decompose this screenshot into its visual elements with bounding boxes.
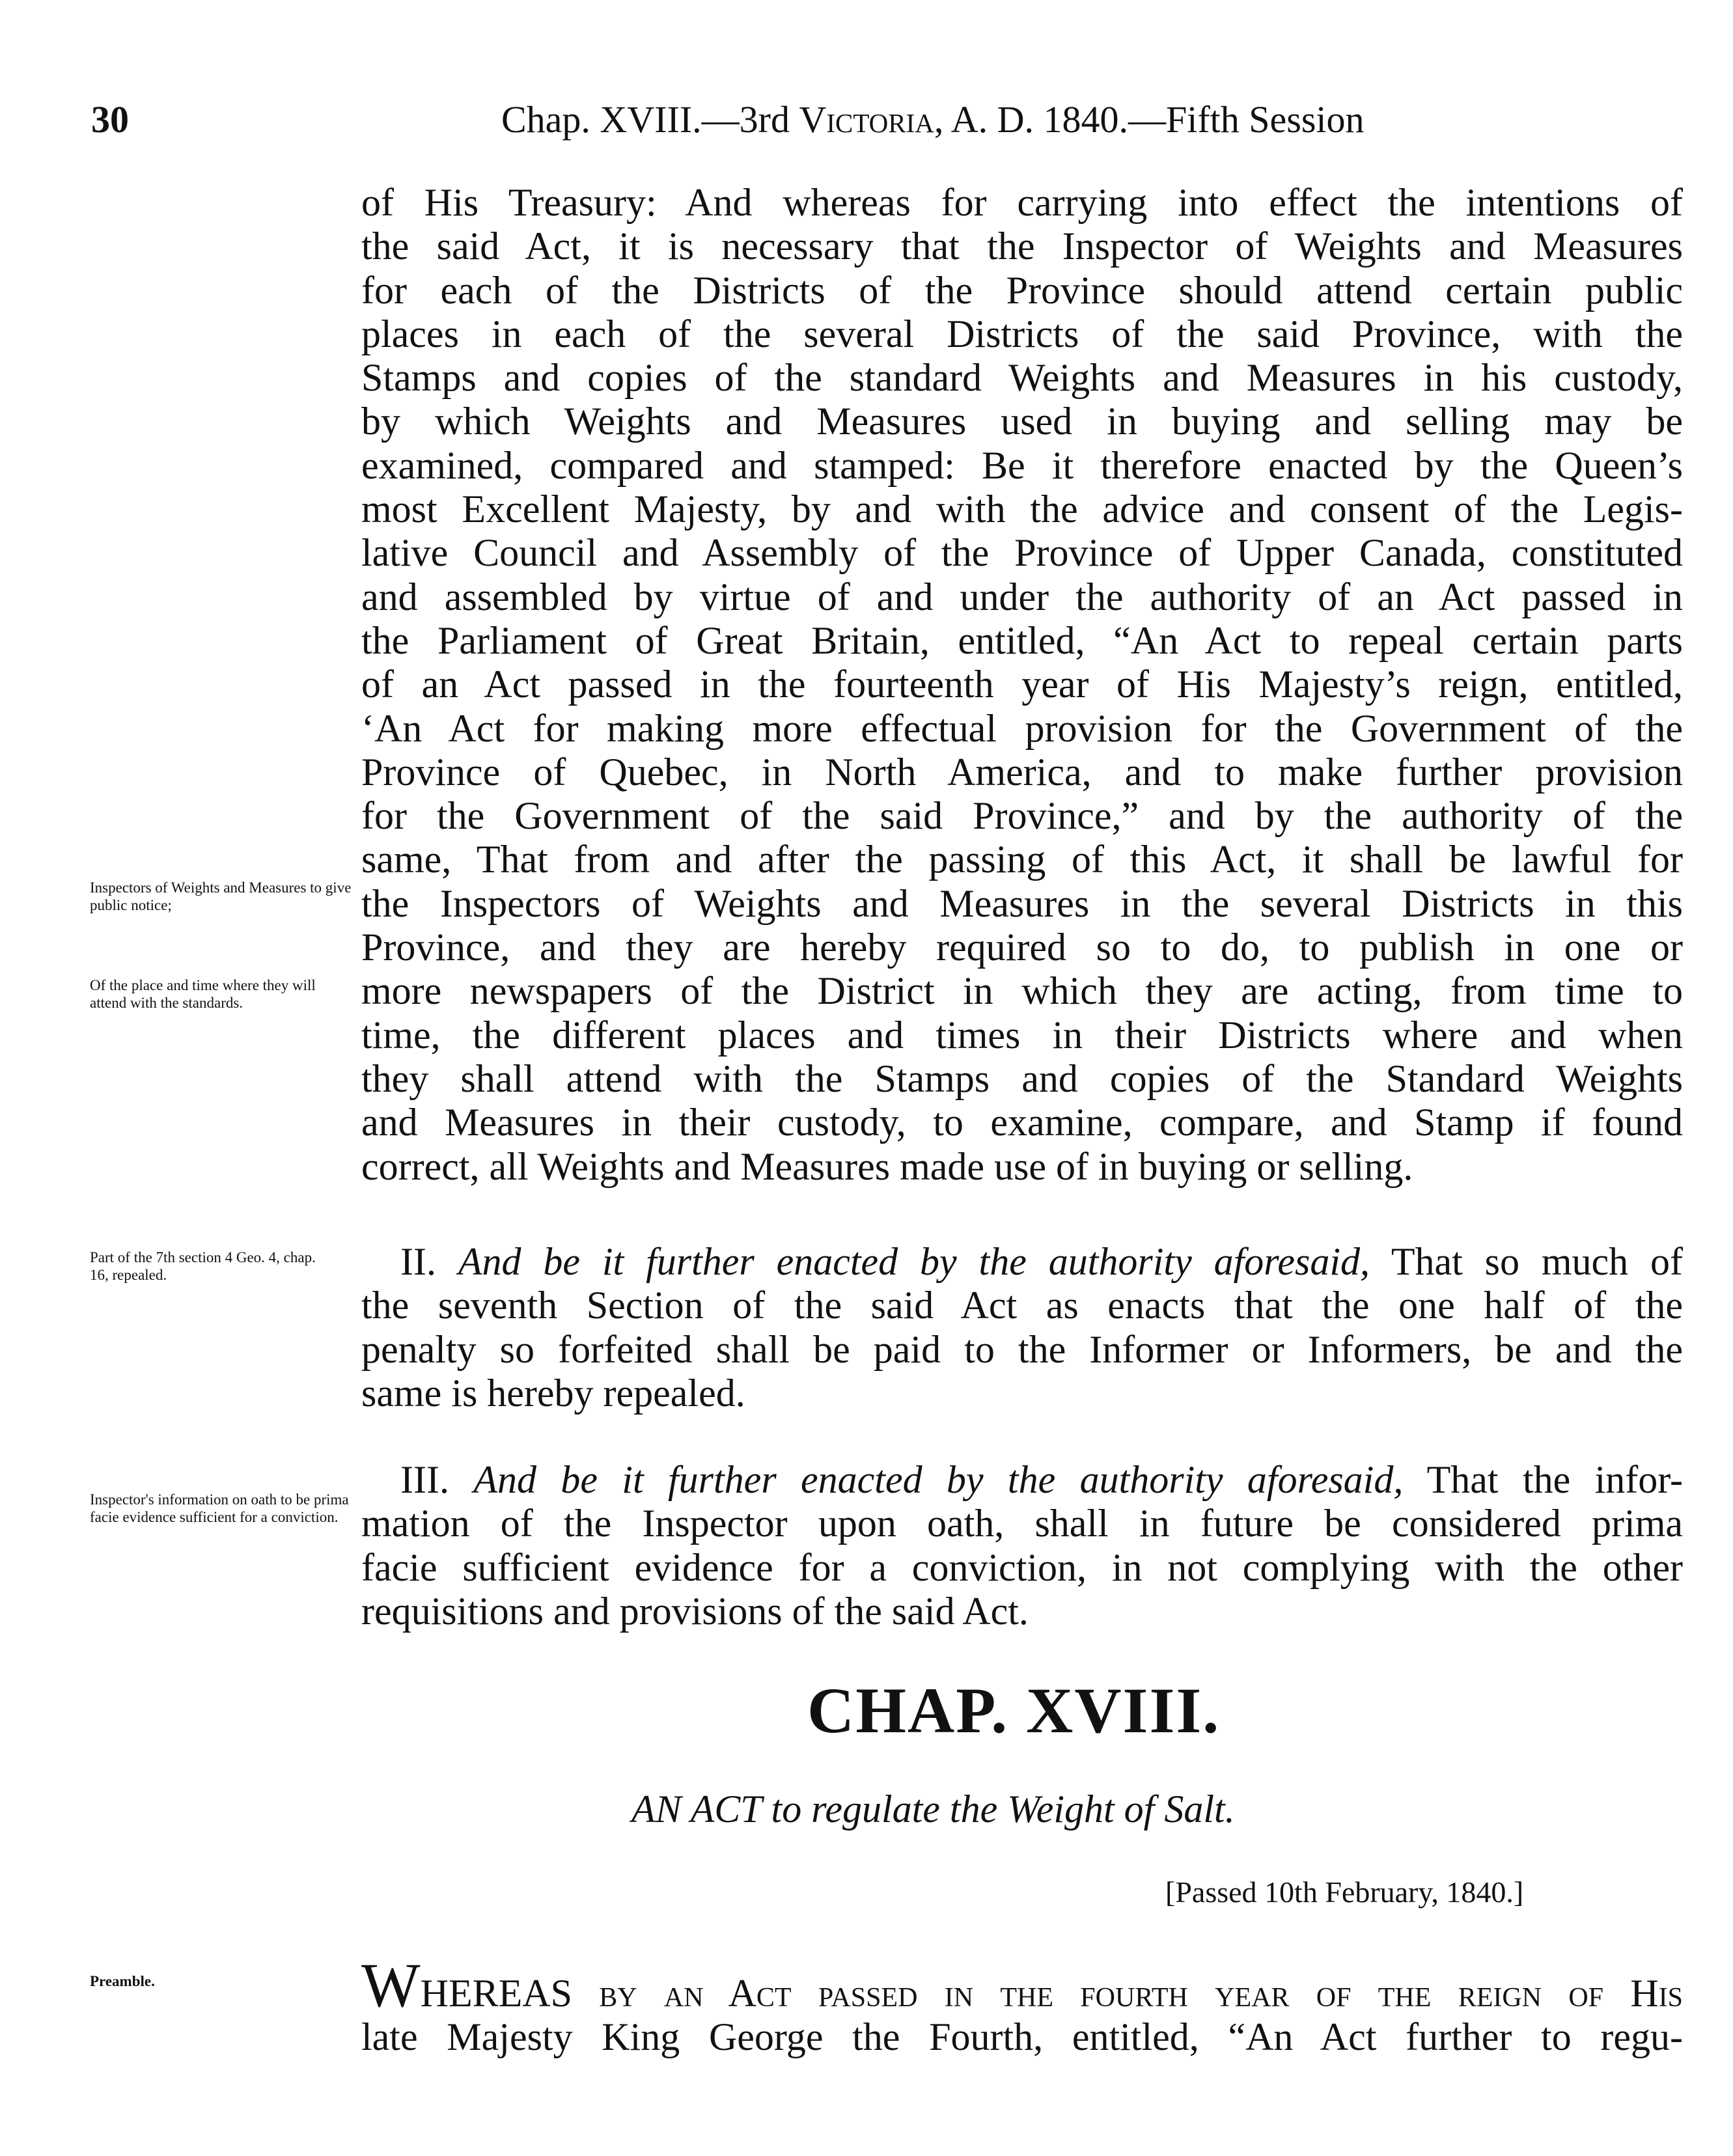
running-head-pre: Chap. XVIII.—3rd (501, 98, 799, 141)
running-head-post: , A. D. 1840.—Fifth Session (934, 98, 1365, 141)
preamble-text (361, 1950, 1683, 2060)
running-header (91, 98, 1667, 156)
act-title: AN ACT to regulate the Weight of Salt. (631, 1788, 1235, 1831)
section-2-text (361, 1240, 1683, 1415)
body-line: the seventh Section of the said Act as enacts that the one half of the (361, 1284, 1683, 1327)
section-3-text (361, 1458, 1683, 1633)
body-line: most Excellent Majesty, by and with the advice and consent of the Legis- (361, 488, 1683, 531)
body-line: of His Treasury: And whereas for carrying into effect the intentions of (361, 181, 1683, 224)
body-line: time, the different places and times in their Districts where and when (361, 1013, 1683, 1057)
body-line: That so much of (1391, 1240, 1684, 1283)
enacting-clause: And be it further enacted by the authority aforesaid, (458, 1240, 1370, 1283)
body-line: Stamps and copies of the standard Weights and Measures in his custody, (361, 356, 1683, 400)
body-line: by which Weights and Measures used in buying and selling may be (361, 400, 1683, 443)
drop-cap: W (361, 1950, 421, 2020)
running-head (501, 98, 1365, 141)
body-line: they shall attend with the Stamps and copies of the Standard Weights (361, 1057, 1683, 1100)
body-line: places in each of the several Districts of the said Province, with the (361, 312, 1683, 355)
section-numeral: III. (400, 1458, 449, 1501)
section-numeral: II. (400, 1240, 436, 1283)
body-line: and assembled by virtue of and under the authority of an Act passed in (361, 575, 1683, 618)
body-line: ‘An Act for making more effectual provision for the Government of the (361, 706, 1683, 750)
section-2-first-line (361, 1240, 1683, 1284)
body-line: Province, and they are hereby required so to do, to publish in one or (361, 926, 1683, 969)
body-line: for the Government of the said Province,” and by the authority of the (361, 794, 1683, 838)
section-3-first-line (361, 1458, 1683, 1502)
margin-note-preamble: Preamble. (90, 1973, 155, 1989)
body-line: That the infor- (1426, 1458, 1684, 1501)
body-line: examined, compared and stamped: Be it therefore enacted by the Queen’s (361, 443, 1683, 487)
margin-note: Inspector's information on oath to be prima facie evidence sufficient for a conviction. (90, 1491, 349, 1525)
body-line: same, That from and after the passing of this Act, it shall be lawful for (361, 838, 1683, 881)
body-line: same is hereby repealed. (361, 1371, 745, 1415)
body-line: penalty so forfeited shall be paid to the Informer or Informers, be and the (361, 1327, 1683, 1371)
body-line: of an Act passed in the fourteenth year of His Majesty’s reign, entitled, (361, 663, 1683, 706)
body-line: the Inspectors of Weights and Measures in the several Districts in this (361, 881, 1683, 925)
preamble-line-1: HEREAS by an Act passed in the fourth year of the reign of His (420, 1972, 1683, 2015)
body-line: the Parliament of Great Britain, entitled, “An Act to repeal certain parts (361, 618, 1683, 662)
margin-note: Inspectors of Weights and Measures to give public notice; (90, 879, 352, 913)
passed-date: [Passed 10th February, 1840.] (1165, 1875, 1524, 1909)
preamble-line (361, 1950, 1683, 2020)
page-number: 30 (91, 98, 129, 141)
body-line: requisitions and provisions of the said Act. (361, 1589, 1029, 1633)
body-line: and Measures in their custody, to examine, compare, and Stamp if found (361, 1101, 1683, 1144)
body-line: lative Council and Assembly of the Province of Upper Canada, constituted (361, 531, 1683, 575)
enacting-clause: And be it further enacted by the authority aforesaid, (473, 1458, 1404, 1501)
running-head-smallcaps: Victoria (799, 98, 934, 141)
body-line: facie sufficient evidence for a conviction, in not complying with the other (361, 1545, 1683, 1589)
body-line: the said Act, it is necessary that the Inspector of Weights and Measures (361, 225, 1683, 268)
body-line: mation of the Inspector upon oath, shall in future be considered prima (361, 1502, 1683, 1545)
section-1-text (361, 181, 1683, 1189)
margin-note: Part of the 7th section 4 Geo. 4, chap. 16, repealed. (90, 1249, 316, 1283)
body-line: more newspapers of the District in which they are acting, from time to (361, 969, 1683, 1013)
preamble-line-2: late Majesty King George the Fourth, entitled, “An Act further to regu- (361, 2015, 1683, 2059)
body-line: Province of Quebec, in North America, and to make further provision (361, 750, 1683, 794)
body-line: correct, all Weights and Measures made use of in buying or selling. (361, 1144, 1413, 1188)
body-line: for each of the Districts of the Province should attend certain public (361, 268, 1683, 312)
margin-note: Of the place and time where they will attend with the standards. (90, 977, 316, 1011)
chapter-title: CHAP. XVIII. (807, 1674, 1221, 1747)
